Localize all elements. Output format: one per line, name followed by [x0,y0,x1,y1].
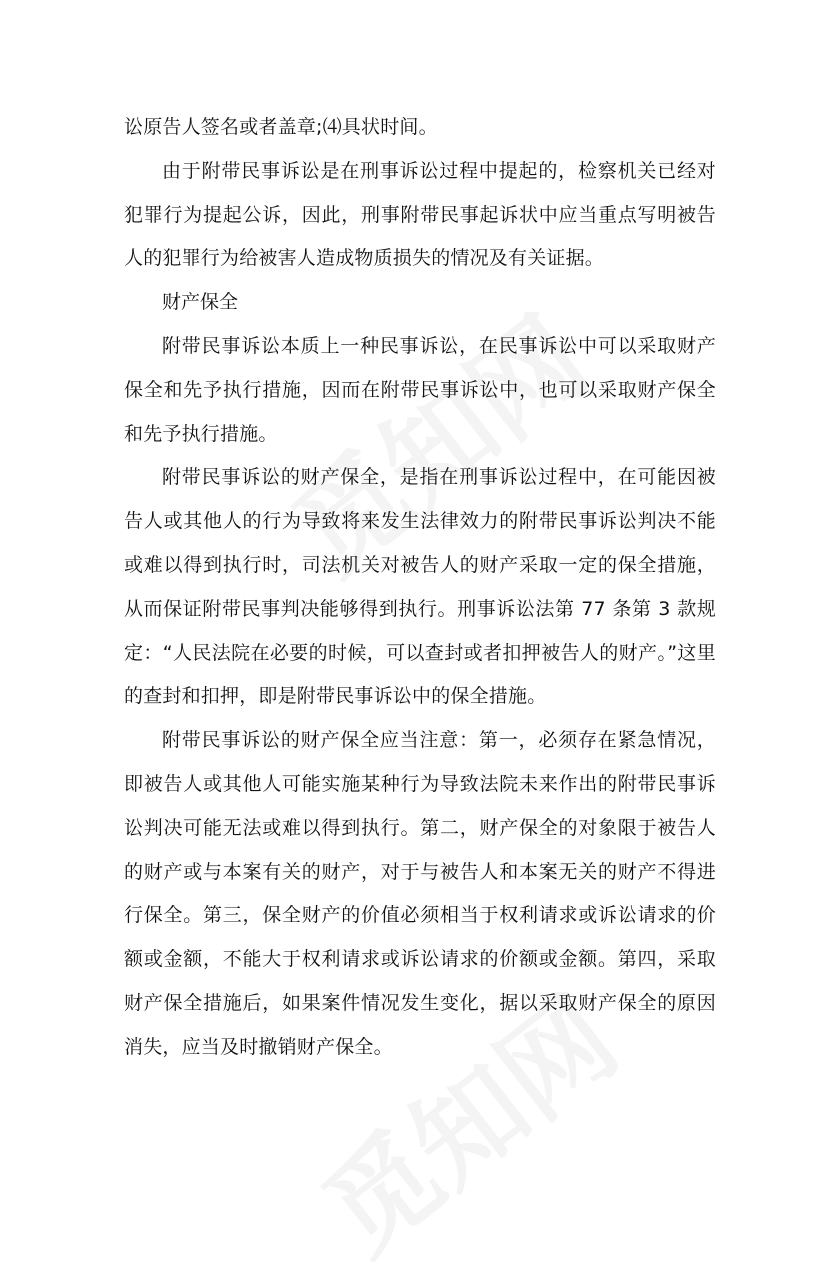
paragraph: 附带民事诉讼的财产保全应当注意：第一，必须存在紧急情况，即被告人或其他人可能实施某种行为导致法院未来作出的附带民事诉讼判决可能无法或难以得到执行。第二，财产保全的对象限于被告人的财产或与本案有关的财产，对于与被告人和本案无关的财产不得进行保全。第三，保全财产的价值必须相当于权利请求或诉讼请求的价额或金额，不能大于权利请求或诉讼请求的价额或金额。第四，采取财产保全措施后，如果案件情况发生变化，据以采取财产保全的原因消失，应当及时撤销财产保全。 [124,729,716,1058]
paragraph: 由于附带民事诉讼是在刑事诉讼过程中提起的，检察机关已经对犯罪行为提起公诉，因此，刑事附带民事起诉状中应当重点写明被告人的犯罪行为给被害人造成物质损失的情况及有关证据。 [124,159,716,270]
paragraph: 附带民事诉讼本质上一种民事诉讼，在民事诉讼中可以采取财产保全和先予执行措施，因而在附带民事诉讼中，也可以采取财产保全和先予执行措施。 [124,334,716,445]
document-body [124,106,716,1070]
paragraph: 附带民事诉讼的财产保全，是指在刑事诉讼过程中，在可能因被告人或其他人的行为导致将来发生法律效力的附带民事诉讼判决不能或难以得到执行时，司法机关对被告人的财产采取一定的保全措施，从而保证附带民事判决能够得到执行。刑事诉讼法第 77 条第 3 款规定：“人民法院在必要的时候，可以查封或者扣押被告人的财产。”这里的查封和扣押，即是附带民事诉讼中的保全措施。 [124,466,716,708]
section-heading: 财产保全 [162,291,239,314]
paragraph-continuation: 讼原告人签名或者盖章;⑷具状时间。 [124,116,438,138]
